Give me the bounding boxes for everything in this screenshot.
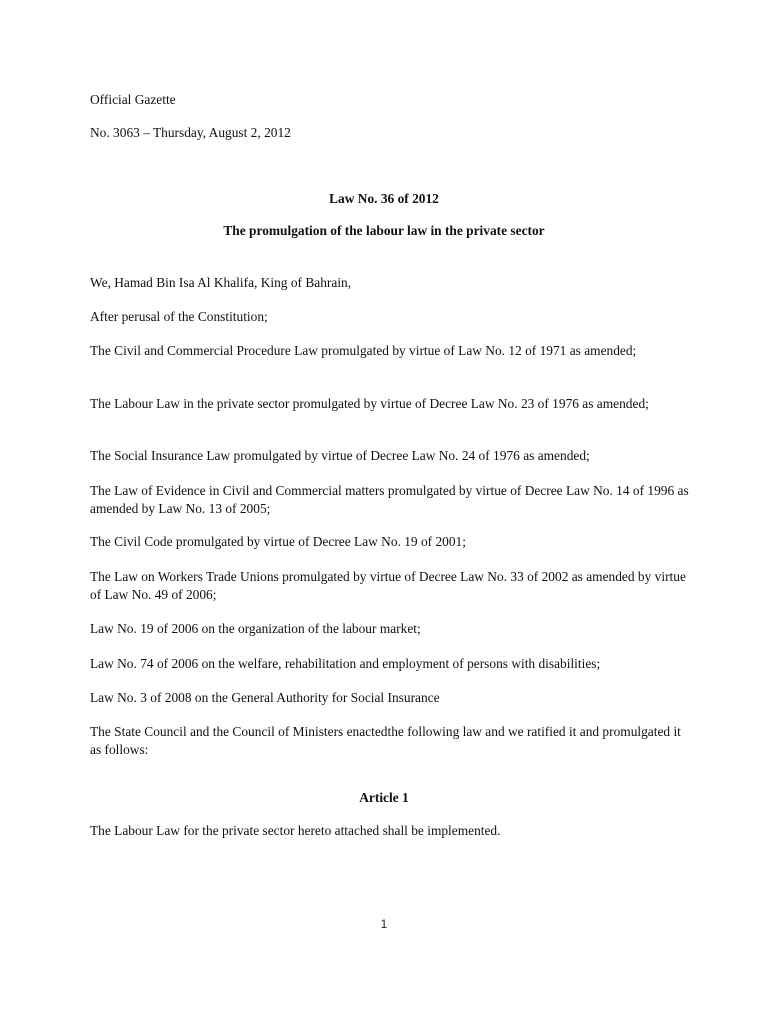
recital-civil-code: The Civil Code promulgated by virtue of Decree Law No. 19 of 2001; <box>90 534 466 549</box>
recital-labour-market: Law No. 19 of 2006 on the organization of the labour market; <box>90 621 421 636</box>
recital-trade-unions: The Law on Workers Trade Unions promulgated by virtue of Decree Law No. 33 of 2002 as amended by virtue of Law No. 49 of 2006; <box>90 569 686 602</box>
gazette-issue: No. 3063 – Thursday, August 2, 2012 <box>90 125 291 140</box>
recital-labour-law-1976: The Labour Law in the private sector promulgated by virtue of Decree Law No. 23 of 1976 as amended; <box>90 396 649 411</box>
recital-law-of-evidence: The Law of Evidence in Civil and Commercial matters promulgated by virtue of Decree Law No. 14 of 1996 as amended by Law No. 13 of 2005; <box>90 483 689 516</box>
page-number: 1 <box>380 919 388 931</box>
recital-persons-with-disabilities: Law No. 74 of 2006 on the welfare, rehabilitation and employment of persons with disabilities; <box>90 656 601 671</box>
gazette-title: Official Gazette <box>90 92 176 107</box>
recital-social-insurance-authority: Law No. 3 of 2008 on the General Authority for Social Insurance <box>90 690 440 705</box>
article-heading: Article 1 <box>359 790 409 805</box>
preamble-opening: We, Hamad Bin Isa Al Khalifa, King of Bahrain, <box>90 275 352 290</box>
enactment-clause: The State Council and the Council of Ministers enactedthe following law and we ratified it and promulgated it as follows: <box>90 724 681 757</box>
recital-social-insurance: The Social Insurance Law promulgated by virtue of Decree Law No. 24 of 1976 as amended; <box>90 448 590 463</box>
article-text: The Labour Law for the private sector hereto attached shall be implemented. <box>90 823 501 838</box>
law-title: Law No. 36 of 2012 <box>329 191 439 206</box>
recital-civil-commercial-procedure: The Civil and Commercial Procedure Law promulgated by virtue of Law No. 12 of 1971 as amended; <box>90 343 637 358</box>
recital-constitution: After perusal of the Constitution; <box>90 309 268 324</box>
law-subtitle: The promulgation of the labour law in the private sector <box>223 223 545 238</box>
